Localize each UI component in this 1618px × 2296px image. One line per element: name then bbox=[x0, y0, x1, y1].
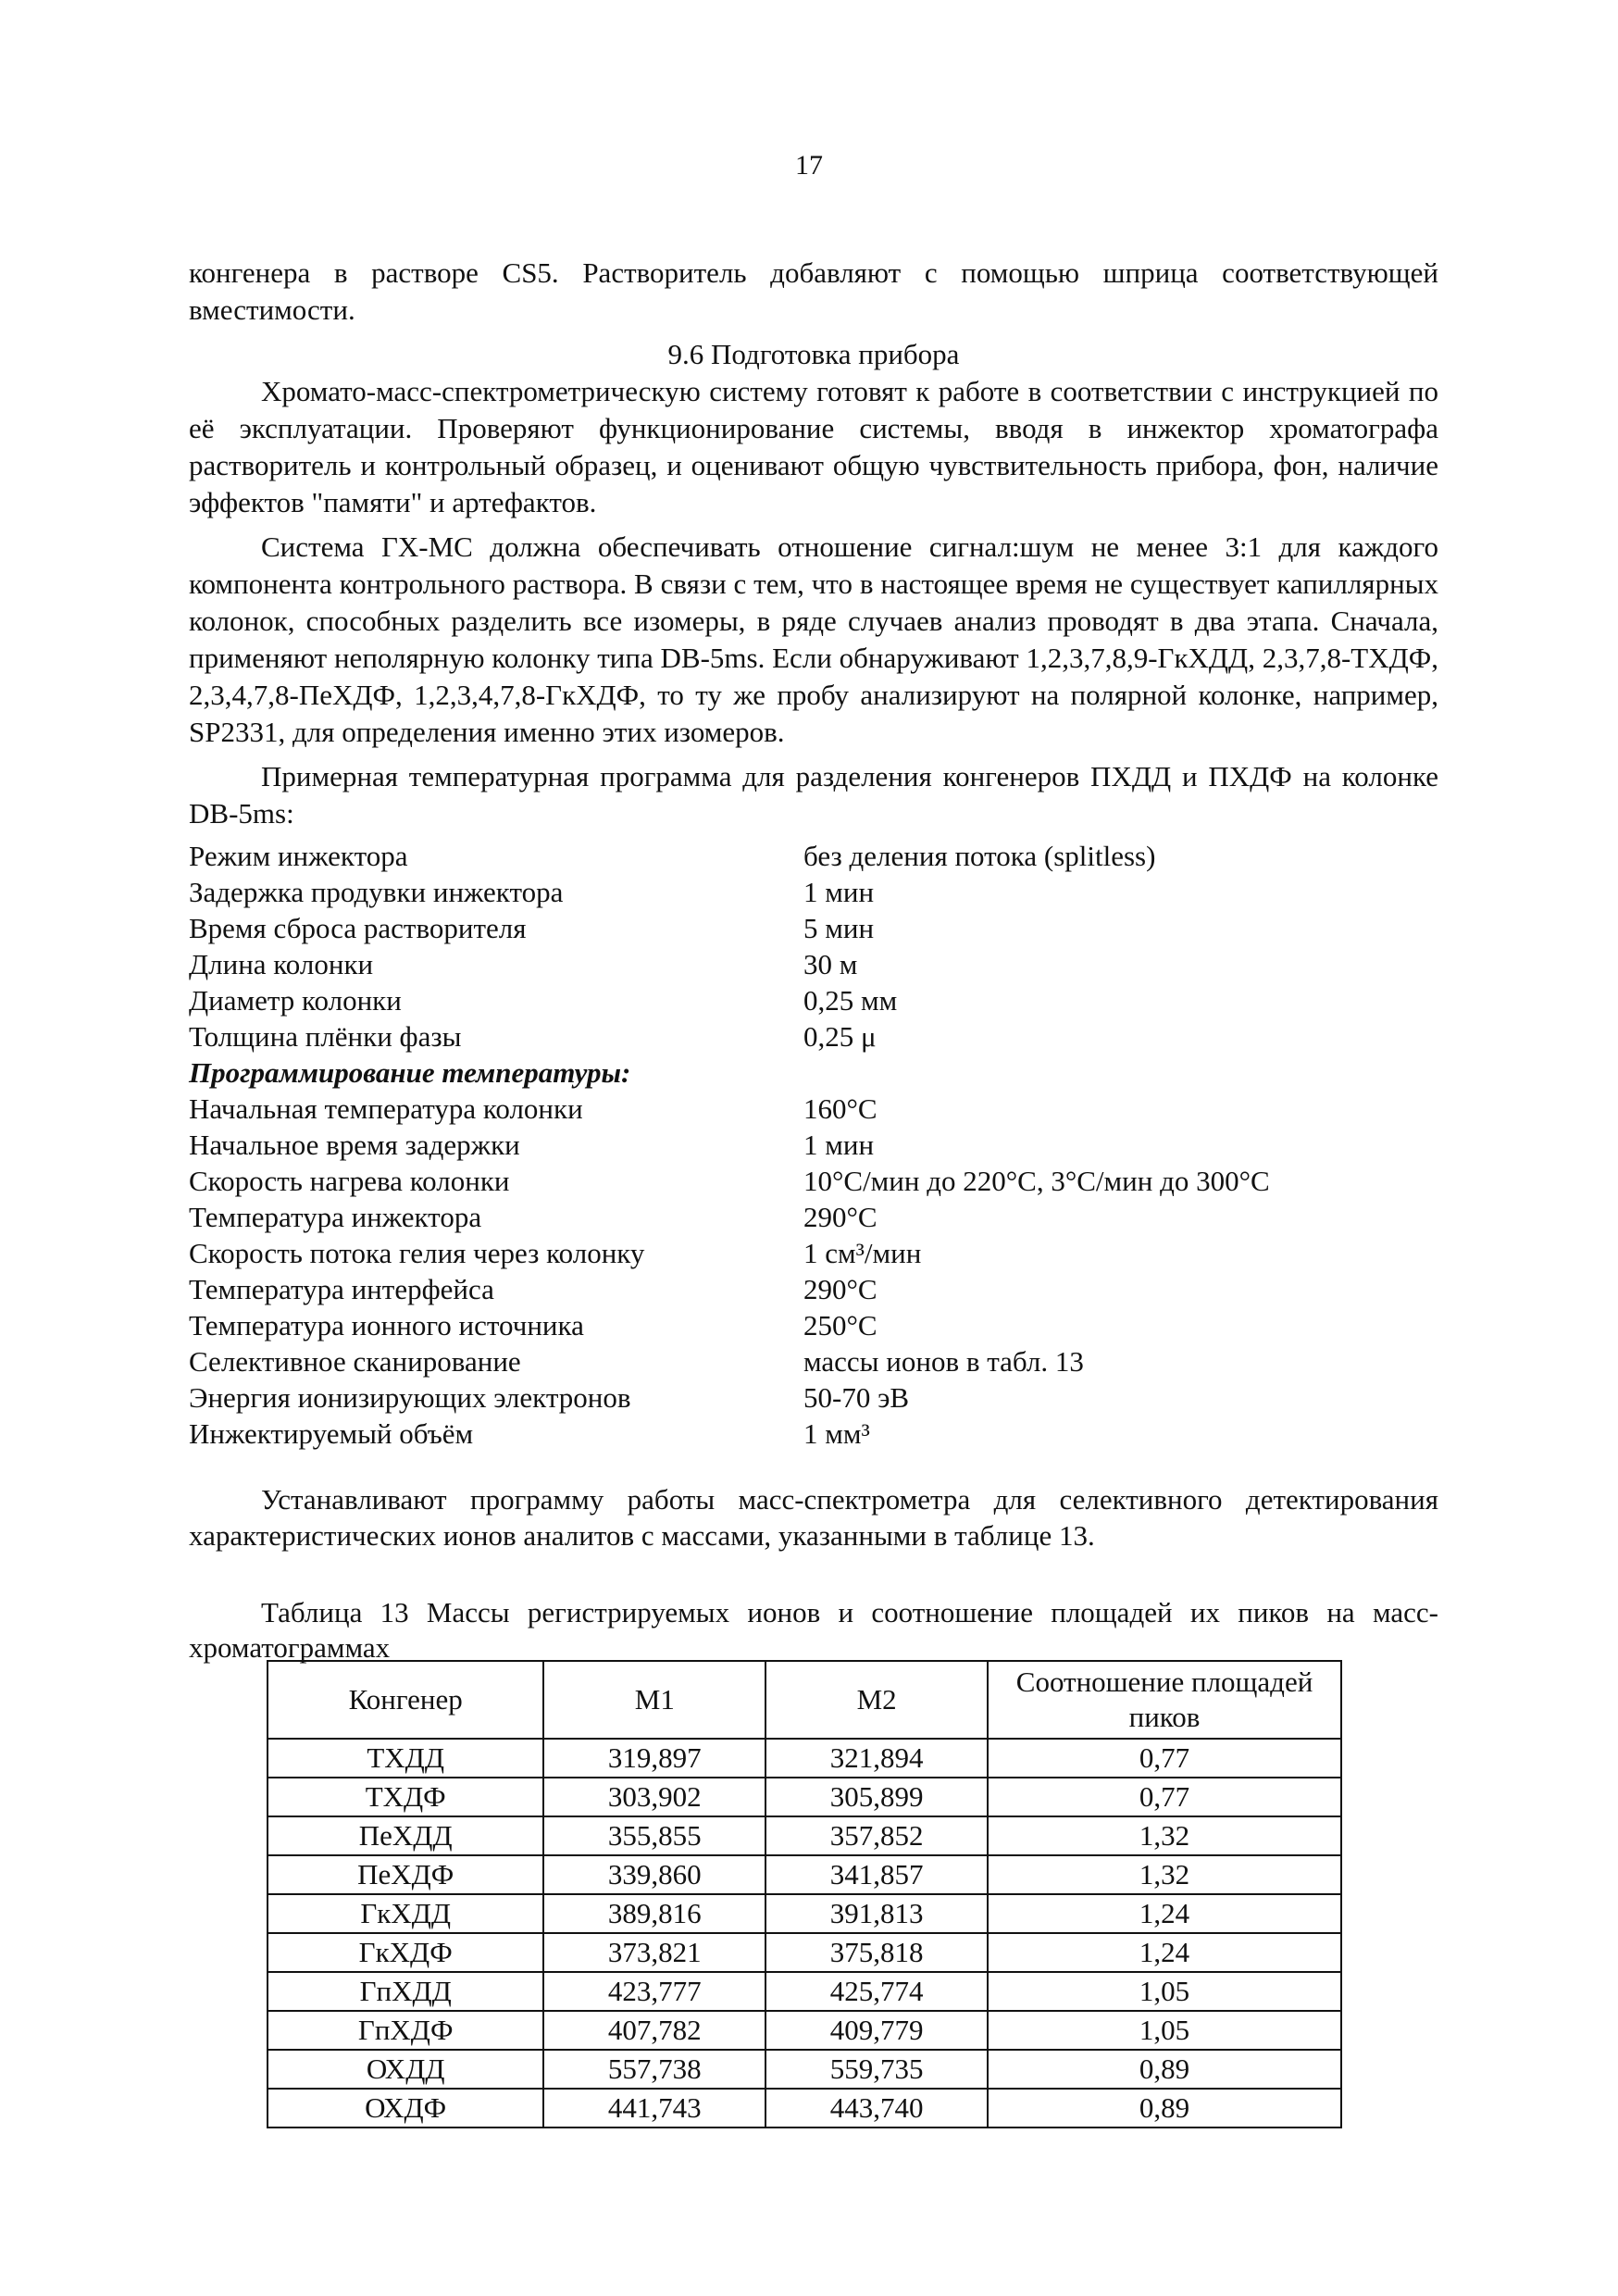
table-row bbox=[268, 2089, 1341, 2128]
cell-ratio: 1,32 bbox=[988, 1855, 1341, 1894]
cell-congener: ПеХДД bbox=[268, 1816, 543, 1855]
cell-m2: 409,779 bbox=[765, 2011, 988, 2050]
parameter-name: Начальное время задержки bbox=[189, 1129, 520, 1161]
column-header-m2: M2 bbox=[765, 1661, 988, 1739]
parameter-row bbox=[189, 1091, 1438, 1127]
parameter-name: Селективное сканирование bbox=[189, 1345, 521, 1378]
parameter-value: 1 мм³ bbox=[803, 1417, 870, 1450]
table-caption-block bbox=[189, 1595, 1438, 1666]
paragraph: Хромато-масс-спектрометрическую систему готовят к работе в соответствии с инструкцией по её эксплуатации. Проверяют функционирование системы, вводя в инжектор хроматографа растворитель и контрольный образец, и оценивают общую чувствительность прибора, фон, наличие эффектов "памяти" и артефактов. bbox=[189, 375, 1438, 518]
column-header-m1: M1 bbox=[543, 1661, 765, 1739]
cell-ratio: 1,24 bbox=[988, 1894, 1341, 1933]
cell-ratio: 1,32 bbox=[988, 1816, 1341, 1855]
parameter-row bbox=[189, 838, 1438, 874]
column-header-congener: Конгенер bbox=[268, 1661, 543, 1739]
parameter-row bbox=[189, 1018, 1438, 1054]
table-header-row bbox=[268, 1661, 1341, 1739]
cell-congener: ГпХДФ bbox=[268, 2011, 543, 2050]
cell-ratio: 0,77 bbox=[988, 1778, 1341, 1816]
cell-m1: 339,860 bbox=[543, 1855, 765, 1894]
parameter-row bbox=[189, 982, 1438, 1018]
parameter-value: 1 см³/мин bbox=[803, 1237, 922, 1269]
parameter-row bbox=[189, 910, 1438, 946]
parameter-row bbox=[189, 1343, 1438, 1379]
cell-m1: 355,855 bbox=[543, 1816, 765, 1855]
parameter-row bbox=[189, 1271, 1438, 1307]
table-row bbox=[268, 1933, 1341, 1972]
parameter-row bbox=[189, 1199, 1438, 1235]
cell-congener: ТХДФ bbox=[268, 1778, 543, 1816]
parameter-section-heading bbox=[189, 1054, 1438, 1091]
table-caption: Таблица 13 Массы регистрируемых ионов и соотношение площадей их пиков на масс-хроматограммах bbox=[189, 1596, 1438, 1664]
parameter-name: Энергия ионизирующих электронов bbox=[189, 1381, 631, 1414]
paragraph: Примерная температурная программа для разделения конгенеров ПХДД и ПХДФ на колонке DB-5ms: bbox=[189, 760, 1438, 830]
cell-congener: ГкХДФ bbox=[268, 1933, 543, 1972]
parameter-value: 1 мин bbox=[803, 876, 875, 908]
cell-congener: ГпХДД bbox=[268, 1972, 543, 2011]
cell-m2: 425,774 bbox=[765, 1972, 988, 2011]
parameter-row bbox=[189, 1127, 1438, 1163]
cell-m2: 357,852 bbox=[765, 1816, 988, 1855]
parameter-name: Начальная температура колонки bbox=[189, 1092, 583, 1125]
cell-ratio: 0,77 bbox=[988, 1739, 1341, 1778]
parameter-name: Программирование температуры: bbox=[189, 1056, 631, 1089]
parameter-name: Температура интерфейса bbox=[189, 1273, 494, 1305]
cell-m2: 341,857 bbox=[765, 1855, 988, 1894]
cell-m1: 557,738 bbox=[543, 2050, 765, 2089]
cell-m2: 305,899 bbox=[765, 1778, 988, 1816]
cell-m1: 423,777 bbox=[543, 1972, 765, 2011]
page-number: 17 bbox=[795, 150, 823, 181]
cell-m1: 373,821 bbox=[543, 1933, 765, 1972]
cell-ratio: 1,05 bbox=[988, 2011, 1341, 2050]
parameter-name: Толщина плёнки фазы bbox=[189, 1020, 462, 1053]
after-paragraph: Устанавливают программу работы масс-спектрометра для селективного детектирования характеристических ионов аналитов с массами, указанными в таблице 13. bbox=[189, 1483, 1438, 1552]
table-row bbox=[268, 2050, 1341, 2089]
after-paragraph-block bbox=[189, 1481, 1438, 1554]
cell-m2: 375,818 bbox=[765, 1933, 988, 1972]
table-row bbox=[268, 1816, 1341, 1855]
column-header-ratio: Соотношение площадей пиков bbox=[988, 1661, 1341, 1739]
parameter-row bbox=[189, 946, 1438, 982]
parameter-row bbox=[189, 1307, 1438, 1343]
parameter-row bbox=[189, 1163, 1438, 1199]
parameter-value: 290°С bbox=[803, 1273, 877, 1305]
cell-congener: ОХДД bbox=[268, 2050, 543, 2089]
cell-congener: ГкХДД bbox=[268, 1894, 543, 1933]
table-row bbox=[268, 1972, 1341, 2011]
parameter-value: 30 м bbox=[803, 948, 858, 980]
parameter-value: 1 мин bbox=[803, 1129, 875, 1161]
table-row bbox=[268, 1894, 1341, 1933]
parameter-value: 10°С/мин до 220°С, 3°С/мин до 300°С bbox=[803, 1165, 1270, 1197]
cell-ratio: 0,89 bbox=[988, 2089, 1341, 2128]
parameter-row bbox=[189, 1379, 1438, 1416]
parameter-value: 250°С bbox=[803, 1309, 877, 1341]
parameter-row bbox=[189, 874, 1438, 910]
parameter-name: Инжектируемый объём bbox=[189, 1417, 474, 1450]
parameter-name: Диаметр колонки bbox=[189, 984, 402, 1017]
cell-m2: 443,740 bbox=[765, 2089, 988, 2128]
parameter-row bbox=[189, 1235, 1438, 1271]
cell-m2: 559,735 bbox=[765, 2050, 988, 2089]
cell-m1: 389,816 bbox=[543, 1894, 765, 1933]
parameter-value: 160°С bbox=[803, 1092, 877, 1125]
table-row bbox=[268, 1778, 1341, 1816]
intro-paragraph: конгенера в растворе CS5. Растворитель добавляют с помощью шприца соответствующей вместимости. bbox=[189, 256, 1438, 326]
parameter-value: 290°С bbox=[803, 1201, 877, 1233]
parameter-name: Температура ионного источника bbox=[189, 1309, 584, 1341]
parameter-name: Температура инжектора bbox=[189, 1201, 482, 1233]
paragraph: Система ГХ-МС должна обеспечивать отношение сигнал:шум не менее 3:1 для каждого компонента контрольного раствора. В связи с тем, что в настоящее время не существует капиллярных колонок, способных разделить все изомеры, в ряде случаев анализ проводят в два этапа. Сначала, применяют неполярную колонку типа DB-5ms. Если обнаруживают 1,2,3,7,8,9-ГкХДД, 2,3,7,8-ТХДФ, 2,3,4,7,8-ПеХДФ, 1,2,3,4,7,8-ГкХДФ, то ту же пробу анализируют на полярной колонке, например, SP2331, для определения именно этих изомеров. bbox=[189, 530, 1438, 748]
parameter-name: Задержка продувки инжектора bbox=[189, 876, 564, 908]
parameter-value: без деления потока (splitless) bbox=[803, 840, 1156, 872]
cell-m2: 321,894 bbox=[765, 1739, 988, 1778]
cell-m1: 407,782 bbox=[543, 2011, 765, 2050]
cell-congener: ПеХДФ bbox=[268, 1855, 543, 1894]
cell-congener: ОХДФ bbox=[268, 2089, 543, 2128]
cell-m1: 319,897 bbox=[543, 1739, 765, 1778]
table-row bbox=[268, 1739, 1341, 1778]
cell-congener: ТХДД bbox=[268, 1739, 543, 1778]
parameter-value: 50-70 эВ bbox=[803, 1381, 910, 1414]
parameter-name: Скорость потока гелия через колонку bbox=[189, 1237, 645, 1269]
cell-ratio: 1,05 bbox=[988, 1972, 1341, 2011]
ion-mass-table bbox=[267, 1660, 1342, 2128]
table-row bbox=[268, 2011, 1341, 2050]
parameter-name: Скорость нагрева колонки bbox=[189, 1165, 510, 1197]
cell-m1: 303,902 bbox=[543, 1778, 765, 1816]
parameter-name: Длина колонки bbox=[189, 948, 374, 980]
parameter-name: Время сброса растворителя bbox=[189, 912, 527, 944]
parameter-row bbox=[189, 1416, 1438, 1452]
cell-ratio: 0,89 bbox=[988, 2050, 1341, 2089]
section-title: 9.6 Подготовка прибора bbox=[667, 338, 960, 370]
parameter-value: массы ионов в табл. 13 bbox=[803, 1345, 1084, 1378]
parameter-value: 5 мин bbox=[803, 912, 875, 944]
cell-m2: 391,813 bbox=[765, 1894, 988, 1933]
parameter-value: 0,25 мм bbox=[803, 984, 898, 1017]
table-row bbox=[268, 1855, 1341, 1894]
parameter-value: 0,25 μ bbox=[803, 1020, 877, 1053]
cell-ratio: 1,24 bbox=[988, 1933, 1341, 1972]
body-text bbox=[189, 255, 1438, 832]
parameter-name: Режим инжектора bbox=[189, 840, 408, 872]
cell-m1: 441,743 bbox=[543, 2089, 765, 2128]
parameter-list bbox=[189, 838, 1438, 1452]
